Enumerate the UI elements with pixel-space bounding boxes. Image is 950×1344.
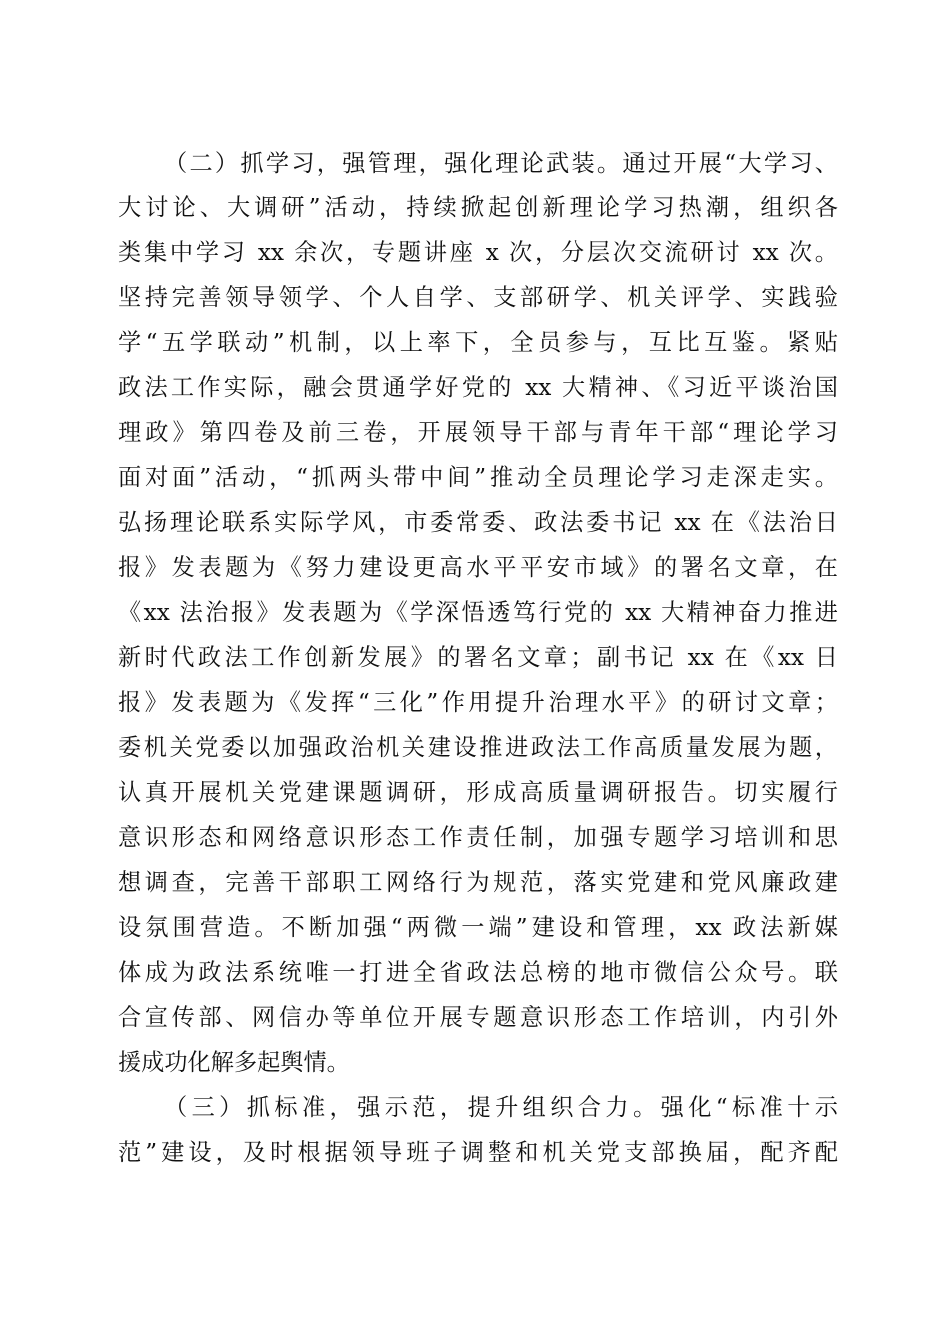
text-line: 面对面”活动，“抓两头带中间”推动全员理论学习走深走实。 — [118, 464, 838, 491]
text-line: 意识形态和网络意识形态工作责任制，加强专题学习培训和思 — [118, 824, 838, 851]
text-line: 设氛围营造。不断加强“两微一端”建设和管理，xx 政法新媒 — [118, 914, 838, 941]
text-line: 大讨论、大调研”活动，持续掀起创新理论学习热潮，组织各 — [118, 194, 838, 221]
text-line: 报》发表题为《努力建设更高水平平安市域》的署名文章，在 — [118, 554, 838, 581]
text-line: 学“五学联动”机制，以上率下，全员参与，互比互鉴。紧贴 — [118, 329, 838, 356]
text-line: 政法工作实际，融会贯通学好党的 xx 大精神、《习近平谈治国 — [118, 374, 838, 401]
text-line: 坚持完善领导领学、个人自学、支部研学、机关评学、实践验 — [118, 284, 838, 311]
text-line: 新时代政法工作创新发展》的署名文章；副书记 xx 在《xx 日 — [118, 644, 838, 671]
text-line: （二）抓学习，强管理，强化理论武装。通过开展“大学习、 — [164, 150, 838, 177]
text-line: （三）抓标准，强示范，提升组织合力。强化“标准十示 — [164, 1094, 838, 1121]
text-line: 类集中学习 xx 余次，专题讲座 x 次，分层次交流研讨 xx 次。 — [118, 239, 838, 266]
text-line: 认真开展机关党建课题调研，形成高质量调研报告。切实履行 — [118, 779, 838, 806]
text-line: 报》发表题为《发挥“三化”作用提升治理水平》的研讨文章； — [118, 689, 838, 716]
text-line: 委机关党委以加强政治机关建设推进政法工作高质量发展为题， — [118, 734, 838, 761]
text-line: 弘扬理论联系实际学风，市委常委、政法委书记 xx 在《法治日 — [118, 509, 838, 536]
text-line: 范”建设，及时根据领导班子调整和机关党支部换届，配齐配 — [118, 1139, 838, 1166]
text-line: 体成为政法系统唯一打进全省政法总榜的地市微信公众号。联 — [118, 959, 838, 986]
text-line: 合宣传部、网信办等单位开展专题意识形态工作培训，内引外 — [118, 1004, 838, 1031]
text-line: 理政》第四卷及前三卷，开展领导干部与青年干部“理论学习 — [118, 419, 838, 446]
text-line: 《xx 法治报》发表题为《学深悟透笃行党的 xx 大精神奋力推进 — [118, 599, 838, 626]
text-line: 想调查，完善干部职工网络行为规范，落实党建和党风廉政建 — [118, 869, 838, 896]
text-line: 援成功化解多起舆情。 — [118, 1049, 350, 1076]
